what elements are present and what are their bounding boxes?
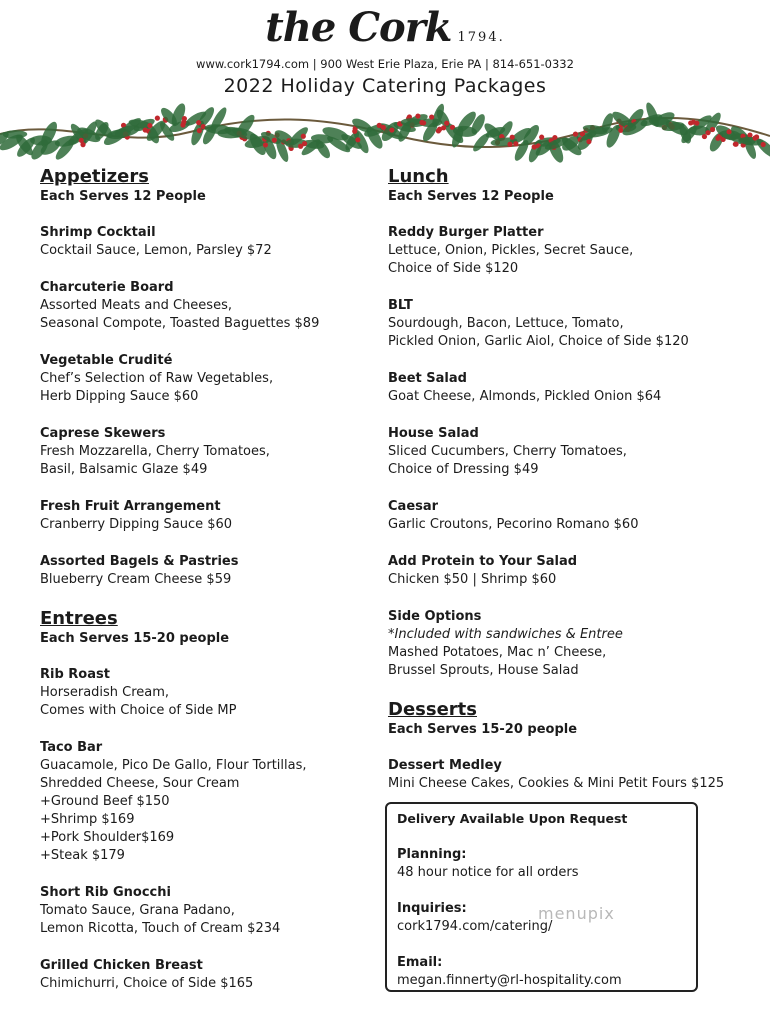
contact-line: www.cork1794.com | 900 West Erie Plaza, Erie PA | 814-651-0332 — [196, 57, 574, 71]
berry — [355, 137, 360, 142]
menu-item-description: Lettuce, Onion, Pickles, Secret Sauce, — [388, 243, 634, 258]
menu-item — [40, 224, 370, 260]
berry — [539, 135, 544, 140]
menu-item-name: House Salad — [388, 426, 479, 441]
menu-item-description: Pickled Onion, Garlic Aiol, Choice of Side $120 — [388, 334, 689, 349]
menu-item-name: Side Options — [388, 609, 482, 624]
berry — [155, 116, 160, 121]
menu-item-description: Cranberry Dipping Sauce $60 — [40, 517, 233, 532]
menu-item-description: Choice of Dressing $49 — [388, 462, 539, 477]
menu-item-description: Horseradish Cream, — [40, 685, 170, 700]
berry — [429, 114, 434, 119]
left-column — [40, 166, 370, 1012]
menu-item-description: Mashed Potatoes, Mac n’ Cheese, — [388, 645, 607, 660]
berry — [573, 132, 578, 137]
menu-item — [388, 297, 768, 351]
menu-item-name: Charcuterie Board — [40, 280, 174, 295]
berry — [586, 139, 591, 144]
menu-item-name: Caesar — [388, 499, 439, 514]
menu-item-name: Caprese Skewers — [40, 426, 166, 441]
menu-item-name: Short Rib Gnocchi — [40, 885, 171, 900]
menu-item-name: Rib Roast — [40, 667, 110, 682]
menu-item-name: Grilled Chicken Breast — [40, 958, 203, 973]
planning-value: 48 hour notice for all orders — [397, 865, 579, 880]
email-label: Email: — [397, 955, 443, 970]
menu-item-description: Chicken $50 | Shrimp $60 — [388, 572, 557, 587]
menu-item-description: Comes with Choice of Side MP — [40, 703, 237, 718]
brand-year: 1794. — [457, 30, 505, 45]
menu-item-description: Lemon Ricotta, Touch of Cream $234 — [40, 921, 281, 936]
desserts-subheading: Each Serves 15-20 people — [388, 722, 578, 737]
appetizers-heading: Appetizers — [40, 166, 149, 187]
menu-item-description: Sliced Cucumbers, Cherry Tomatoes, — [388, 444, 627, 459]
menu-item-description: Shredded Cheese, Sour Cream — [40, 776, 240, 791]
menu-item — [388, 370, 768, 406]
page-title: 2022 Holiday Catering Packages — [223, 75, 547, 97]
appetizers-section — [40, 166, 370, 589]
berry — [302, 141, 307, 146]
menu-item-description: Chimichurri, Choice of Side $165 — [40, 976, 254, 991]
berry — [441, 125, 446, 130]
desserts-list — [388, 757, 768, 793]
desserts-heading: Desserts — [388, 699, 477, 720]
menu-item-description: Choice of Side $120 — [388, 261, 519, 276]
berry — [415, 113, 420, 118]
lunch-subheading: Each Serves 12 People — [388, 189, 554, 204]
planning-label: Planning: — [397, 847, 467, 862]
berry — [436, 128, 441, 133]
menu-item-description: Fresh Mozzarella, Cherry Tomatoes, — [40, 444, 270, 459]
menu-item — [40, 279, 370, 333]
delivery-note: Delivery Available Upon Request — [397, 811, 628, 826]
lunch-heading: Lunch — [388, 166, 449, 187]
menu-item-note: *Included with sandwiches & Entree — [388, 627, 623, 642]
menu-item-description: +Shrimp $169 — [40, 812, 135, 827]
menu-item — [40, 352, 370, 406]
menu-item-description: Blueberry Cream Cheese $59 — [40, 572, 232, 587]
berry — [196, 120, 201, 125]
berry — [752, 135, 757, 140]
menu-item — [40, 666, 370, 720]
watermark: menupix — [538, 904, 615, 923]
menu-item-name: Assorted Bagels & Pastries — [40, 554, 239, 569]
menu-item-description: +Steak $179 — [40, 848, 125, 863]
right-column — [388, 166, 768, 812]
berry — [747, 133, 752, 138]
berry — [705, 130, 710, 135]
berry — [263, 142, 268, 147]
appetizers-list — [40, 224, 370, 589]
menu-item-description: Herb Dipping Sauce $60 — [40, 389, 199, 404]
menu-item-description: Assorted Meats and Cheeses, — [40, 298, 232, 313]
menu-item — [40, 425, 370, 479]
berry — [381, 125, 386, 130]
contact-info-box — [385, 802, 698, 992]
menu-item — [40, 498, 370, 534]
berry — [181, 119, 186, 124]
menu-item-description: Seasonal Compote, Toasted Baguettes $89 — [40, 316, 320, 331]
menu-item-name: Shrimp Cocktail — [40, 225, 156, 240]
menu-item-description: Garlic Croutons, Pecorino Romano $60 — [388, 517, 639, 532]
menu-item — [40, 739, 370, 865]
berry — [444, 121, 449, 126]
menu-item-description: Brussel Sprouts, House Salad — [388, 663, 579, 678]
menu-item-name: Add Protein to Your Salad — [388, 554, 578, 569]
menu-item — [388, 757, 768, 793]
menu-item — [388, 608, 768, 680]
menu-item-description: Guacamole, Pico De Gallo, Flour Tortillas, — [40, 758, 307, 773]
berry — [710, 127, 715, 132]
berry — [694, 121, 699, 126]
berry — [688, 120, 693, 125]
menu-item — [40, 957, 370, 993]
menu-item-description: +Ground Beef $150 — [40, 794, 170, 809]
entrees-section — [40, 608, 370, 993]
entrees-heading: Entrees — [40, 608, 118, 629]
menu-item — [40, 553, 370, 589]
menu-item-description: Sourdough, Bacon, Lettuce, Tomato, — [388, 316, 624, 331]
appetizers-subheading: Each Serves 12 People — [40, 189, 206, 204]
menu-item — [388, 553, 768, 589]
berry — [419, 120, 424, 125]
lunch-section — [388, 166, 768, 680]
menu-item-name: Dessert Medley — [388, 758, 502, 773]
menu-item-description: +Pork Shoulder$169 — [40, 830, 175, 845]
menu-item — [388, 425, 768, 479]
berry — [507, 142, 512, 147]
berry — [510, 135, 515, 140]
berry — [79, 138, 84, 143]
entrees-list — [40, 666, 370, 993]
menu-item-name: Fresh Fruit Arrangement — [40, 499, 221, 514]
menu-item-name: BLT — [388, 298, 413, 313]
menu-item-description: Cocktail Sauce, Lemon, Parsley $72 — [40, 243, 272, 258]
menu-item-description: Basil, Balsamic Glaze $49 — [40, 462, 208, 477]
menu-item-name: Vegetable Crudité — [40, 353, 173, 368]
menu-item-description: Goat Cheese, Almonds, Pickled Onion $64 — [388, 389, 662, 404]
berry — [761, 142, 766, 147]
menu-item-name: Reddy Burger Platter — [388, 225, 544, 240]
menu-item — [388, 224, 768, 278]
berry — [147, 123, 152, 128]
berry — [513, 141, 518, 146]
holly-garland-decoration — [0, 100, 770, 166]
logo — [0, 4, 770, 51]
berry — [301, 134, 306, 139]
berry — [733, 142, 738, 147]
menu-item-description: Tomato Sauce, Grana Padano, — [40, 903, 235, 918]
berry — [143, 127, 148, 132]
menu-item — [388, 498, 768, 534]
lunch-list — [388, 224, 768, 680]
berry — [272, 138, 277, 143]
entrees-subheading: Each Serves 15-20 people — [40, 631, 230, 646]
inquiries-label: Inquiries: — [397, 901, 467, 916]
menu-item — [40, 884, 370, 938]
desserts-section — [388, 699, 768, 793]
menu-item-name: Taco Bar — [40, 740, 103, 755]
berry — [726, 129, 731, 134]
berry — [197, 128, 202, 133]
berry — [702, 134, 707, 139]
menu-item-description: Chef’s Selection of Raw Vegetables, — [40, 371, 274, 386]
brand-name: the Cork — [265, 4, 452, 51]
inquiries-link[interactable]: cork1794.com/catering/ — [397, 919, 553, 934]
berry — [389, 127, 394, 132]
email-link[interactable]: megan.finnerty@rl-hospitality.com — [397, 973, 622, 988]
menu-item-name: Beet Salad — [388, 371, 467, 386]
menu-item-description: Mini Cheese Cakes, Cookies & Mini Petit Fours $125 — [388, 776, 725, 791]
